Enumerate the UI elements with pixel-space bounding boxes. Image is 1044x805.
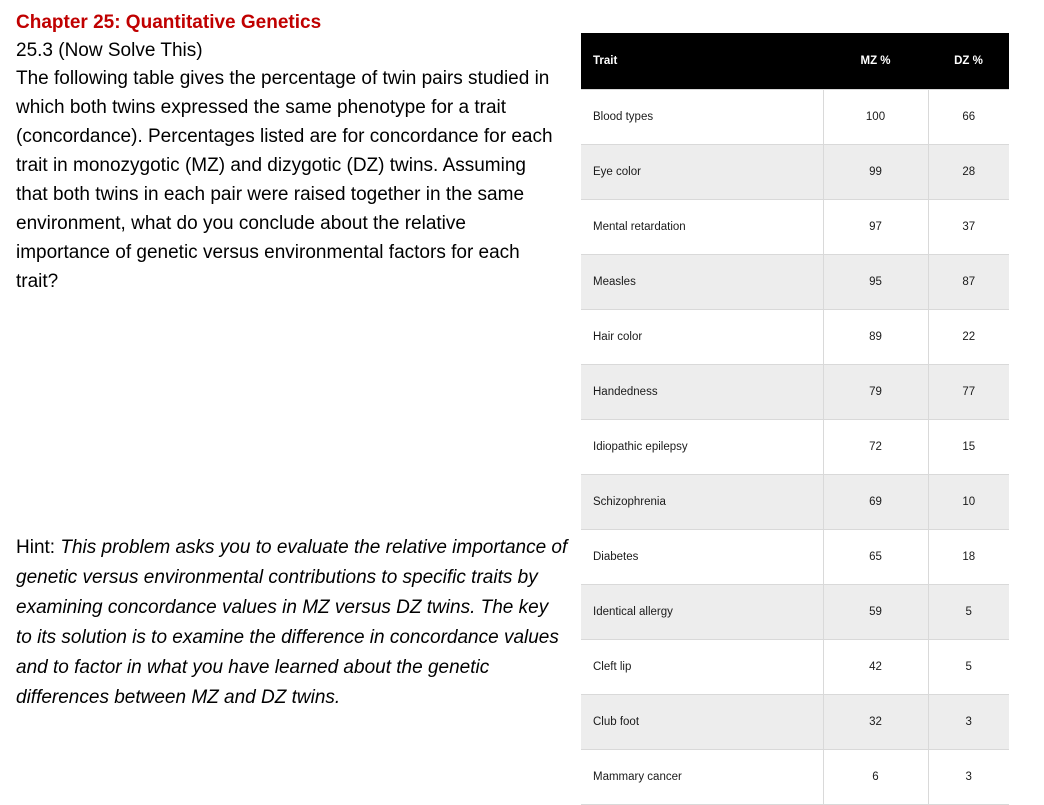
- table-row: [581, 530, 1009, 585]
- cell-mz: 79: [823, 365, 928, 420]
- cell-mz: 42: [823, 640, 928, 695]
- cell-dz: 18: [928, 530, 1009, 585]
- cell-dz: 37: [928, 200, 1009, 255]
- cell-trait: Identical allergy: [581, 585, 823, 640]
- cell-trait: Blood types: [581, 90, 823, 145]
- table-row: [581, 475, 1009, 530]
- hint-text: This problem asks you to evaluate the relative importance of genetic versus environmental contributions to specific traits by examining concordance values in MZ versus DZ twins. The key to its solution is to examine the difference in concordance values and to factor in what you have learned about the genetic differences between MZ and DZ twins.: [16, 537, 568, 708]
- table-row: [581, 90, 1009, 145]
- cell-mz: 100: [823, 90, 928, 145]
- column-header-mz: MZ %: [823, 33, 928, 90]
- concordance-table: [581, 33, 1009, 805]
- cell-mz: 6: [823, 750, 928, 805]
- hint-block: [16, 533, 568, 713]
- cell-mz: 65: [823, 530, 928, 585]
- cell-dz: 10: [928, 475, 1009, 530]
- cell-dz: 87: [928, 255, 1009, 310]
- cell-mz: 32: [823, 695, 928, 750]
- table-header: [581, 33, 1009, 90]
- cell-dz: 77: [928, 365, 1009, 420]
- cell-trait: Eye color: [581, 145, 823, 200]
- hint-label: Hint:: [16, 537, 61, 558]
- cell-mz: 89: [823, 310, 928, 365]
- cell-trait: Club foot: [581, 695, 823, 750]
- cell-dz: 3: [928, 695, 1009, 750]
- problem-number: 25.3 (Now Solve This): [16, 40, 203, 61]
- table-row: [581, 145, 1009, 200]
- table-row: [581, 365, 1009, 420]
- cell-dz: 28: [928, 145, 1009, 200]
- cell-trait: Diabetes: [581, 530, 823, 585]
- concordance-table-container: [581, 33, 1009, 805]
- cell-dz: 3: [928, 750, 1009, 805]
- table-body: [581, 90, 1009, 805]
- table-row: [581, 310, 1009, 365]
- cell-mz: 97: [823, 200, 928, 255]
- cell-trait: Idiopathic epilepsy: [581, 420, 823, 475]
- cell-mz: 69: [823, 475, 928, 530]
- problem-body: The following table gives the percentage of twin pairs studied in which both twins expressed the same phenotype for a trait (concordance). Percentages listed are for concordance for each trait in monozygotic (MZ) and dizygotic (DZ) twins. Assuming that both twins in each pair were raised together in the same environment, what do you conclude about the relative importance of genetic versus environmental factors for each trait?: [16, 68, 553, 292]
- cell-mz: 72: [823, 420, 928, 475]
- table-row: [581, 255, 1009, 310]
- chapter-title: Chapter 25: Quantitative Genetics: [16, 12, 322, 33]
- cell-trait: Mammary cancer: [581, 750, 823, 805]
- table-row: [581, 200, 1009, 255]
- problem-text-column: [16, 10, 561, 296]
- cell-dz: 66: [928, 90, 1009, 145]
- cell-trait: Cleft lip: [581, 640, 823, 695]
- cell-trait: Hair color: [581, 310, 823, 365]
- cell-dz: 15: [928, 420, 1009, 475]
- cell-mz: 95: [823, 255, 928, 310]
- cell-trait: Measles: [581, 255, 823, 310]
- table-row: [581, 640, 1009, 695]
- cell-mz: 99: [823, 145, 928, 200]
- table-row: [581, 420, 1009, 475]
- cell-trait: Mental retardation: [581, 200, 823, 255]
- table-row: [581, 695, 1009, 750]
- table-row: [581, 585, 1009, 640]
- table-row: [581, 750, 1009, 805]
- cell-trait: Schizophrenia: [581, 475, 823, 530]
- column-header-trait: Trait: [581, 33, 823, 90]
- table-header-row: [581, 33, 1009, 90]
- cell-dz: 22: [928, 310, 1009, 365]
- cell-dz: 5: [928, 585, 1009, 640]
- cell-trait: Handedness: [581, 365, 823, 420]
- cell-dz: 5: [928, 640, 1009, 695]
- cell-mz: 59: [823, 585, 928, 640]
- column-header-dz: DZ %: [928, 33, 1009, 90]
